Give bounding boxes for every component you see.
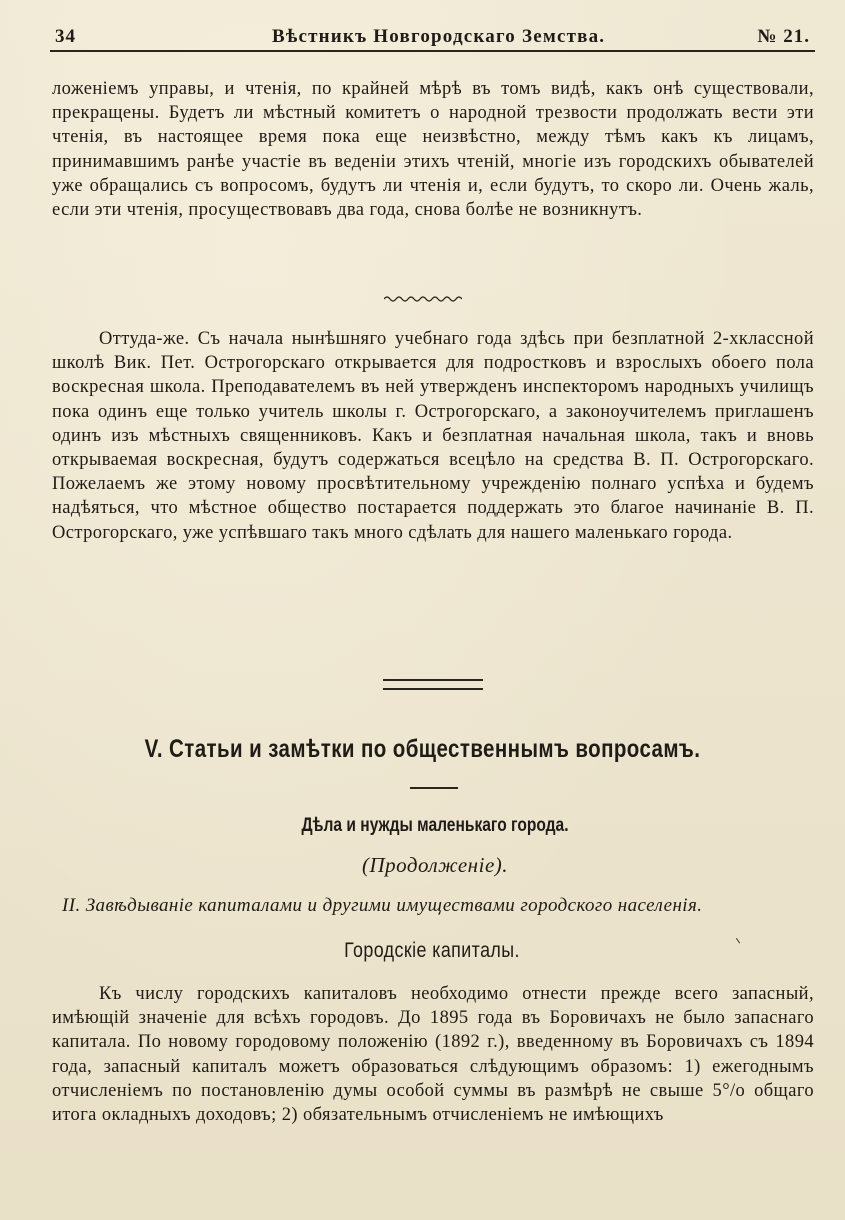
article-title: Дѣла и нужды маленькаго города.: [301, 815, 569, 836]
chapter-subheading: II. Завѣдыванiе капиталами и другими имуществами городского населенiя.: [62, 895, 703, 916]
running-header: [50, 22, 815, 52]
header-rule: [50, 50, 815, 52]
issue-number: № 21.: [757, 26, 810, 47]
paragraph-city-capital: Къ числу городскихъ капиталовъ необходимо отнести прежде всего запасный, имѣющiй значенiе для всѣхъ городовъ. До 1895 года въ Боровичахъ не было запаснаго капитала. По новому городовому положенiю (1892 г.), введенному въ Боровичахъ съ 1894 года, запасный капиталъ можетъ образоваться слѣдующимъ образомъ: 1) ежегоднымъ отчисленiемъ по постановленiю думы особой суммы въ размѣрѣ не свыше 5°/о общаго итога окладныхъ доходовъ; 2) обязательнымъ отчисленiемъ не имѣющихъ: [52, 984, 814, 1126]
section-title: V. Статьи и замѣтки по общественнымъ вопросамъ.: [144, 735, 701, 763]
journal-title: Вѣстникъ Новгородскаго Земства.: [272, 26, 606, 47]
section-divider: [383, 679, 483, 690]
title-rule: [410, 787, 458, 789]
page-number: 34: [55, 26, 76, 47]
continuation-note: (Продолженiе).: [361, 853, 509, 877]
wavy-divider: [384, 295, 462, 303]
paragraph-reading-continuation: ложенiемъ управы, и чтенiя, по крайней мѣрѣ въ томъ видѣ, какъ онѣ существовали, прекращены. Будетъ ли мѣстный комитетъ о народной трезвости продолжать вести эти чтенiя, въ настоящее время пока еще неизвѣстно, между тѣмъ какъ къ лицамъ, принимавшимъ ранѣе участiе въ веденiи этихъ чтенiй, многiе изъ городскихъ обывателей уже обращались съ вопросомъ, будутъ ли чтенiя и, если будутъ, то скоро ли. Очень жаль, если эти чтенiя, просуществовавъ два года, снова болѣе не возникнутъ.: [52, 79, 814, 221]
topic-subheading: Городскiе капиталы.: [344, 939, 520, 962]
paragraph-sunday-school: Оттуда-же. Съ начала нынѣшняго учебнаго года здѣсь при безплатной 2-хклассной школѣ Вик. Пет. Острогорскаго открывается для подростковъ и взрослыхъ обоего пола воскресная школа. Преподавателемъ въ ней утвержденъ инспекторомъ народныхъ училищъ пока одинъ еще только учитель школы г. Острогорскаго, а законоучителемъ приглашенъ одинъ изъ мѣстныхъ священниковъ. Какъ и безплатная начальная школа, такъ и вновь открываемая воскресная, будутъ содержаться всецѣло на средства В. П. Острогорскаго. Пожелаемъ же этому новому просвѣтительному учрежденiю полнаго успѣха и будемъ надѣяться, что мѣстное общество постарается поддержать это благое начинанiе В. П. Острогорскаго, уже успѣвшаго такъ много сдѣлать для нашего маленькаго города.: [52, 329, 814, 543]
